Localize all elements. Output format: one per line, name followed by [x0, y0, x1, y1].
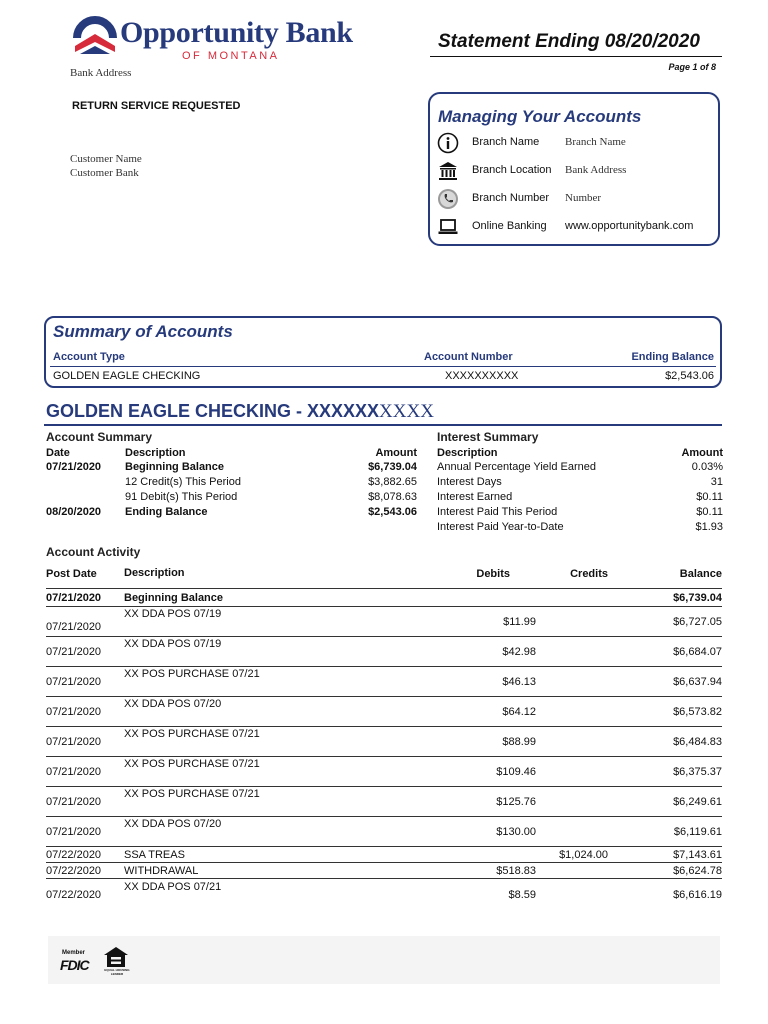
activity-date: 07/21/2020	[46, 826, 102, 838]
activity-row	[46, 787, 722, 817]
activity-desc: WITHDRAWAL	[124, 865, 199, 877]
account-title-tail: XXXX	[379, 401, 434, 422]
activity-debit: $88.99	[502, 736, 536, 748]
activity-beginning-row	[46, 589, 722, 607]
activity-date: 07/21/2020	[46, 646, 102, 658]
customer-address	[70, 152, 142, 180]
activity-debit: $46.13	[502, 676, 536, 688]
branch-number-row	[437, 188, 717, 210]
activity-desc: XX DDA POS 07/19	[124, 638, 222, 650]
activity-balance: $6,616.19	[673, 889, 722, 901]
branch-number-label: Branch Number	[472, 192, 550, 204]
activity-col-desc: Description	[124, 567, 185, 579]
branch-name-label: Branch Name	[472, 136, 540, 148]
activity-balance: $6,119.61	[673, 826, 722, 838]
activity-desc: XX POS PURCHASE 07/21	[124, 788, 260, 800]
bank-name: Opportunity Bank	[120, 16, 353, 49]
footer-band	[48, 936, 720, 984]
laptop-icon	[437, 216, 459, 238]
activity-balance: $7,143.61	[673, 849, 722, 861]
activity-desc: Beginning Balance	[124, 592, 224, 604]
interest-amount: 0.03%	[691, 461, 723, 473]
acct-sum-desc: 12 Credit(s) This Period	[125, 476, 241, 488]
activity-desc: XX POS PURCHASE 07/21	[124, 668, 260, 680]
acct-sum-amount: $3,882.65	[368, 476, 417, 488]
acct-sum-amount: $6,739.04	[368, 461, 417, 473]
activity-date: 07/22/2020	[46, 849, 102, 861]
interest-desc: Interest Earned	[437, 491, 513, 503]
bank-logo	[72, 16, 118, 60]
page-number: Page 1 of 8	[668, 62, 716, 72]
fdic-member-text: Member	[62, 950, 86, 956]
online-banking-row	[437, 216, 717, 238]
branch-number-value: Number	[565, 192, 602, 204]
account-title-rule	[44, 424, 722, 426]
customer-name: Customer Name	[70, 153, 142, 165]
activity-balance: $6,484.83	[673, 736, 722, 748]
account-summary-heading: Account Summary	[46, 430, 153, 444]
activity-date: 07/22/2020	[46, 889, 102, 901]
activity-col-credits: Credits	[570, 568, 608, 580]
summary-col-number: Account Number	[424, 351, 513, 363]
bank-building-icon	[437, 160, 459, 182]
summary-col-type: Account Type	[53, 351, 125, 363]
online-banking-label: Online Banking	[472, 220, 547, 232]
equal-housing-text: EQUAL HOUSING LENDER	[104, 968, 130, 976]
summary-title: Summary of Accounts	[53, 322, 233, 341]
activity-desc: XX POS PURCHASE 07/21	[124, 758, 260, 770]
activity-debit: $130.00	[496, 826, 536, 838]
interest-amount: $0.11	[696, 491, 723, 503]
activity-balance: $6,637.94	[673, 676, 722, 688]
activity-desc: XX DDA POS 07/20	[124, 698, 222, 710]
managing-accounts-title: Managing Your Accounts	[438, 107, 642, 126]
account-title-main: GOLDEN EAGLE CHECKING - XXXXXX	[46, 401, 380, 421]
acct-sum-desc: 91 Debit(s) This Period	[125, 491, 238, 503]
activity-row	[46, 757, 722, 787]
summary-account-number: XXXXXXXXXX	[445, 370, 519, 382]
customer-bank: Customer Bank	[70, 167, 139, 179]
summary-col-balance: Ending Balance	[631, 351, 714, 363]
activity-desc: XX DDA POS 07/21	[124, 881, 222, 893]
branch-location-label: Branch Location	[472, 164, 552, 176]
acct-sum-desc: Beginning Balance	[125, 461, 225, 473]
interest-col-desc: Description	[437, 447, 498, 459]
acct-sum-col-desc: Description	[125, 447, 186, 459]
branch-location-value: Bank Address	[565, 164, 627, 176]
acct-sum-date: 07/21/2020	[46, 461, 102, 473]
equal-housing-logo	[103, 946, 131, 976]
activity-balance: $6,684.07	[673, 646, 722, 658]
acct-sum-desc: Ending Balance	[125, 506, 208, 518]
activity-desc: SSA TREAS	[124, 849, 185, 861]
interest-amount: $1.93	[695, 521, 723, 533]
activity-date: 07/21/2020	[46, 766, 102, 778]
activity-date: 07/21/2020	[46, 736, 102, 748]
acct-sum-amount: $8,078.63	[368, 491, 417, 503]
activity-date: 07/21/2020	[46, 706, 102, 718]
title-rule	[430, 56, 722, 57]
interest-desc: Interest Paid Year-to-Date	[437, 521, 564, 533]
activity-row	[46, 607, 722, 637]
activity-col-date: Post Date	[46, 568, 97, 580]
interest-col-amount: Amount	[681, 447, 723, 459]
activity-desc: XX POS PURCHASE 07/21	[124, 728, 260, 740]
branch-name-row	[437, 132, 717, 154]
interest-desc: Interest Paid This Period	[437, 506, 558, 518]
acct-sum-col-date: Date	[46, 447, 70, 459]
account-title	[46, 401, 434, 423]
fdic-text: FDIC	[60, 957, 89, 973]
activity-debit: $11.99	[503, 616, 536, 628]
activity-date: 07/21/2020	[46, 621, 102, 633]
interest-amount: $0.11	[696, 506, 723, 518]
acct-sum-amount: $2,543.06	[368, 506, 417, 518]
info-icon	[437, 132, 459, 154]
branch-name-value: Branch Name	[565, 136, 626, 148]
statement-title: Statement Ending 08/20/2020	[438, 31, 700, 52]
acct-sum-col-amount: Amount	[375, 447, 417, 459]
activity-date: 07/21/2020	[46, 676, 102, 688]
activity-debit: $109.46	[496, 766, 536, 778]
activity-desc: XX DDA POS 07/20	[124, 818, 222, 830]
activity-debit: $8.59	[508, 889, 536, 901]
activity-balance: $6,375.37	[673, 766, 722, 778]
bank-sub-name: OF MONTANA	[182, 50, 280, 62]
interest-desc: Annual Percentage Yield Earned	[437, 461, 597, 473]
interest-desc: Interest Days	[437, 476, 502, 488]
fdic-logo	[60, 950, 100, 976]
bank-address: Bank Address	[70, 67, 132, 79]
activity-debit: $125.76	[496, 796, 536, 808]
logo-emblem-icon	[72, 16, 118, 60]
activity-row	[46, 637, 722, 667]
interest-summary-heading: Interest Summary	[437, 430, 539, 444]
activity-date: 07/21/2020	[46, 592, 102, 604]
activity-col-balance: Balance	[679, 568, 722, 580]
activity-balance: $6,249.61	[673, 796, 722, 808]
summary-ending-balance: $2,543.06	[665, 370, 714, 382]
summary-rule	[50, 366, 716, 367]
activity-credit: $1,024.00	[559, 849, 608, 861]
activity-date: 07/22/2020	[46, 865, 102, 877]
account-activity-heading: Account Activity	[46, 545, 141, 559]
return-service: RETURN SERVICE REQUESTED	[72, 100, 241, 112]
interest-amount: 31	[710, 476, 723, 488]
activity-debit: $64.12	[502, 706, 536, 718]
activity-row	[46, 879, 722, 909]
activity-balance: $6,624.78	[673, 865, 722, 877]
activity-balance: $6,727.05	[673, 616, 722, 628]
acct-sum-date: 08/20/2020	[46, 506, 102, 518]
activity-date: 07/21/2020	[46, 796, 102, 808]
activity-debit: $518.83	[496, 865, 536, 877]
online-banking-url[interactable]: www.opportunitybank.com	[565, 220, 694, 232]
activity-row	[46, 863, 722, 879]
activity-row	[46, 847, 722, 863]
activity-balance: $6,573.82	[673, 706, 722, 718]
activity-desc: XX DDA POS 07/19	[124, 608, 222, 620]
activity-row	[46, 697, 722, 727]
activity-col-debits: Debits	[476, 568, 510, 580]
phone-icon	[437, 188, 459, 210]
summary-account-type: GOLDEN EAGLE CHECKING	[53, 370, 201, 382]
activity-balance: $6,739.04	[673, 592, 722, 604]
activity-row	[46, 727, 722, 757]
branch-location-row	[437, 160, 717, 182]
activity-debit: $42.98	[502, 646, 536, 658]
equal-housing-icon	[103, 946, 129, 968]
activity-row	[46, 667, 722, 697]
activity-row	[46, 817, 722, 847]
